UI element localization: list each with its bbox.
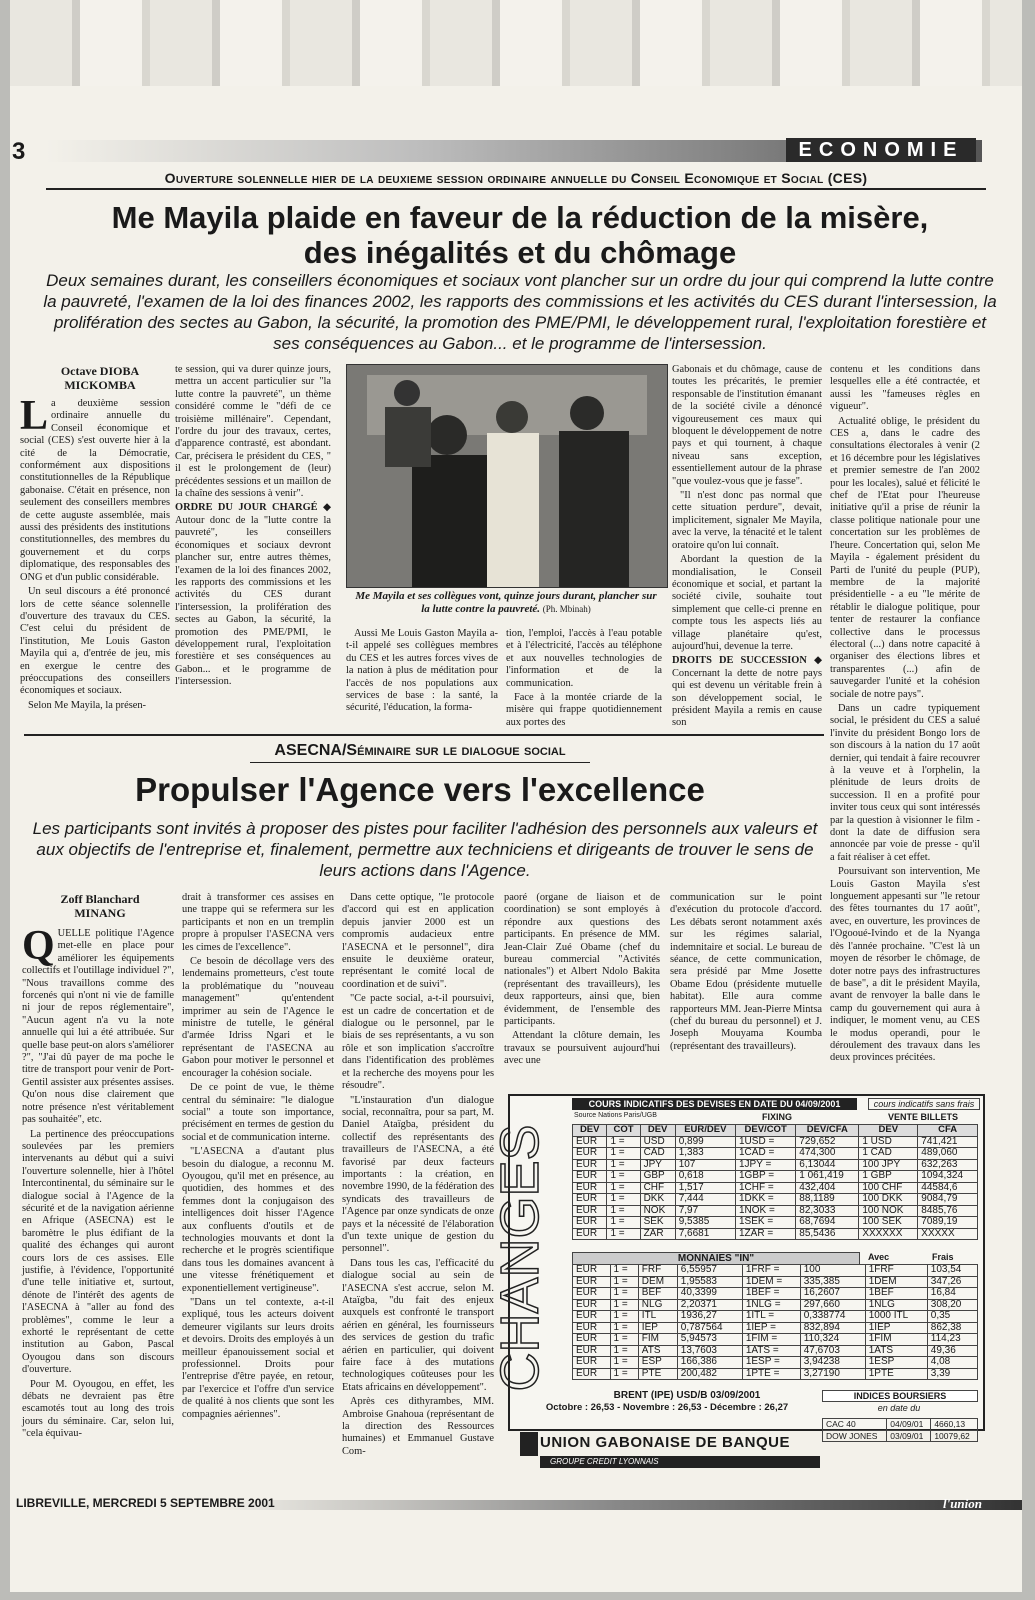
article1-headline-line1: Me Mayila plaide en faveur de la réduction de la misère, — [111, 200, 929, 235]
article2-column-5 — [670, 892, 822, 1090]
fx-cell: 1 = — [610, 1334, 638, 1346]
article1-deck: Deux semaines durant, les conseillers économiques et sociaux vont plancher sur un ordre du jour qui comprend la lutte contre la pauvreté, l'examen de la loi des finances 2002, les rapports des commissions et les activités du CES durant l'intersession, la prolifération des sectes au Gabon, la sécurité, la promotion des PME/PMI, le développement rural, l'exploitation forestière et ses conséquences au Gabon... et le programme de l'intersession. — [43, 271, 997, 353]
fx-cell: 832,894 — [800, 1322, 865, 1334]
fx-row-in — [573, 1357, 978, 1369]
fx-cell: 2,20371 — [677, 1299, 742, 1311]
paragraph: te session, qui va durer quinze jours, mettra un accent particulier sur "la lutte contre la pauvreté", un thème considéré comme le "défi de ce troisième millénaire". Cependant, l'ordre du jour des travaux, certes, d'apparence contrasté, est abondant. Car, précisera le président du CES, " il est le prolongement de (leur) précédentes sessions et un maillon de la chaîne des sessions à venir". — [175, 364, 331, 500]
changes-vertical-title — [490, 1124, 564, 1392]
fx-cell: ESP — [638, 1357, 677, 1369]
fx-column-header: DEV/COT — [735, 1125, 795, 1137]
fx-cell: 1 = — [610, 1322, 638, 1334]
fx-avec-label: Avec — [868, 1252, 890, 1262]
paragraph: Autour donc de la "lutte contre la pauvreté", les conseillers économiques et sociaux devront plancher sur, entre autres thèmes, l'examen de la loi des finances 2002, les rapports des commissions et les activités du CES durant l'intersession, la prolifération des sectes au Gabon, la sécurité, la promotion des PME/PMI, le développement rural, l'exploitation forestière et ses conséquences au Gabon... et le programme de l'intersession. — [175, 514, 331, 688]
fx-cell: 7,6681 — [675, 1228, 735, 1240]
fx-cell: 1FIM = — [742, 1334, 800, 1346]
fx-cell: 1FRF — [865, 1265, 927, 1277]
paragraph: Abordant la question de la mondialisation, le Conseil économique et social, et partant la société civile, souhaite tout simplement que celle-ci prenne en compte tous les aspects liés au village planétaire qu'est, aujourd'hui, devenue la terre. — [672, 554, 822, 652]
paragraph: "L'ASECNA a d'autant plus besoin du dialogue, a reconnu M. Oyougou, qu'il met en présence, au quotidien, des hommes et des femmes dont la conjugaison des intelligences doit hisser l'Agence aux confluents d'outils et de technologies mouvants et dont la recherche et le progrès scientifique dans tous les domaines avancent à une vitesse frénétiquement et exponentiellement vertigineuse". — [182, 1146, 334, 1294]
paragraph: Gabonais et du chômage, cause de toutes les précarités, le premier responsable de l'institution émanant de la société civile a dénoncé vigoureusement ces maux qui bloquent le développement de notre pays et qui tournent, à chaque niveau sans exception, essentiellement autour de la phrase "que voulez-vous que je fasse". — [672, 364, 822, 487]
fx-cell: 1,517 — [675, 1182, 735, 1194]
fx-cell: 1 = — [607, 1205, 640, 1217]
fx-cell: EUR — [573, 1368, 611, 1380]
indices-table — [822, 1418, 978, 1442]
photo-caption — [350, 590, 662, 616]
fx-cell: ITL — [638, 1311, 677, 1323]
paragraph: Concernant la dette de notre pays qui est devenu un véritable frein à son développement social, le président Mayila a remis en cause son — [672, 667, 822, 729]
fx-cell: 1 = — [607, 1171, 640, 1183]
paragraph: contenu et les conditions dans lesquelles elle a été contractée, et aussi les "fameuses règles en vigueur". — [830, 364, 980, 413]
paragraph: La pertinence des préoccupations soulevées par les premiers intervenants au début qui a suivi l'ouverture solennelle, hier à l'hôtel Intercontinental, du séminaire sur le dialogue social à l'Agence de la sécurité et de la navigation aérienne en Afrique (ASECNA) est le baromètre le plus édifiant de la qualité des échanges qui auront cours lors de ces assises. Elle justifie, à l'évidence, l'opportunité d'une telle initiative et, surtout, dénote de l'intérêt des agents de l'ASECNA à "aller au fond des problèmes", comme le leur a exhorté le représentant de cette institution au Gabon, Pascal Oyougou dans son discours d'ouverture. — [22, 1128, 174, 1376]
paragraph: Après ces dithyrambes, MM. Ambroise Gnahoua (représentant de la direction des Ressources humaines) et Emmanuel Gustave Com- — [342, 1396, 494, 1457]
article1-column-1 — [20, 393, 170, 728]
indices-subtitle: en date du — [877, 1403, 921, 1413]
fx-cell: XXXXXX — [859, 1228, 918, 1240]
fx-cell: 1 = — [610, 1288, 638, 1300]
fx-fixing-label: FIXING — [762, 1112, 793, 1122]
fx-cell: NLG — [638, 1299, 677, 1311]
section-title: ECONOMIE — [786, 138, 976, 162]
paragraph: Aussi Me Louis Gaston Mayila a-t-il appelé ses collègues membres du CES et les autres forces vives de la nation à plus de méditation pour l'accès de nos populations aux services de base : la santé, la sécurité, l'éducation, la forma- — [346, 628, 498, 714]
fx-row — [573, 1148, 978, 1160]
paragraph: Ce besoin de décollage vers des lendemains prometteurs, c'est toute la problématique du "nouveau management" qu'entendent imprimer au sein de l'Agence le ministre de tutelle, le général d'armée Idriss Ngari et le représentant de l'ASECNA au Gabon pour motiver le personnel et encourager la cohésion sociale. — [182, 956, 334, 1079]
fx-cell: 1FIM — [865, 1334, 927, 1346]
fx-cell: EUR — [573, 1205, 607, 1217]
fx-table-main — [572, 1124, 978, 1240]
fx-cell: 297,660 — [800, 1299, 865, 1311]
fx-row-in — [573, 1311, 978, 1323]
fx-cell: 1ITL = — [742, 1311, 800, 1323]
footer-dateline: LIBREVILLE, MERCREDI 5 SEPTEMBRE 2001 — [16, 1496, 275, 1510]
fx-cell: 1 = — [610, 1368, 638, 1380]
article1-dropcap: L — [20, 393, 49, 439]
fx-cell: 13,7603 — [677, 1345, 742, 1357]
fx-column-header: CFA — [918, 1125, 978, 1137]
fx-cell: 1094,324 — [918, 1171, 978, 1183]
article2-byline: Zoff Blanchard MINANG — [60, 892, 140, 920]
article1-column-4 — [506, 628, 662, 730]
paragraph: Dans tous les cas, l'efficacité du dialogue social au sein de l'ASECNA s'est accrue, selon M. Ataïgba, "du fait des enjeux auxquels est confronté le transport aérien en général, les fournisseurs des services de gestion du trafic aérien en particulier, qui doivent faire face à des mutations technologiques coûteuses pour les Etats africains en développement". — [342, 1257, 494, 1393]
fx-cell: 44584,6 — [918, 1182, 978, 1194]
fx-cell: 1 = — [610, 1276, 638, 1288]
fx-cell: EUR — [573, 1194, 607, 1206]
fx-cell: 432,404 — [796, 1182, 859, 1194]
article1-column-6 — [830, 364, 980, 1086]
fx-frais-label: Frais — [932, 1252, 954, 1262]
fx-cell: DOW JONES — [823, 1430, 887, 1442]
paragraph: Actualité oblige, le président du CES a, dans le cadre des consultations électorales à venir (2 et 16 décembre pour les législatives et premier semestre de l'an 2002 pour les locales), salué et félicité le chef de l'Etat pour l'heureuse initiative qu'il a prise de réunir la classe politique nationale pour une concertation sur les problèmes de l'heure. Concertation qui, selon Me Mayila - également président du Parti de l'unité du peuple (PUP), membre de la majorité présidentielle - a eu "le mérite de rétablir le dialogue politique, pour tenter de restaurer la confiance collective dans le processus électoral (...) dans notre capacité à organiser des élections libres et transparentes (...) afin de sauvegarder l'unité et la cohésion sociale de notre pays". — [830, 415, 980, 700]
fx-cell: 0,899 — [675, 1136, 735, 1148]
article1-column-2: te session, qui va durer quinze jours, mettra un accent particulier sur "la lutte contre la pauvreté", un thème considéré comme le "défi de ce troisième millénaire". Cependant, l'ordre du jour des travaux, certes, d'apparence contrasté, est abondant. Car, précisera le président du CES, " il est le prolongement de (leur) précédentes sessions et un maillon de la chaîne des sessions à venir". ORDRE DU JOUR CHARGÉ ◆ Autour donc de la "lutte contre la pauvreté", les conseillers économiques et sociaux devront plancher sur, entre autres thèmes, l'examen de la loi des finances 2002, les rapports des commissions et les activités du CES durant l'intersession, la prolifération des sectes au Gabon, la sécurité, la promotion des PME/PMI, le développement rural, l'exploitation forestière et ses conséquences au Gabon... et le programme de l'intersession. — [175, 364, 331, 688]
fx-cell: 474,300 — [796, 1148, 859, 1160]
fx-cell: 1 = — [607, 1228, 640, 1240]
fx-cell: 1ESP — [865, 1357, 927, 1369]
fx-cell: EUR — [573, 1299, 611, 1311]
fx-row-in — [573, 1322, 978, 1334]
fx-row-in — [573, 1299, 978, 1311]
article2-column-3 — [342, 892, 494, 1488]
fx-cell: 9084,79 — [918, 1194, 978, 1206]
fx-cell: 1 = — [607, 1148, 640, 1160]
paragraph: Poursuivant son intervention, Me Louis Gaston Mayila s'est longuement appesanti sur "le retour des fêtes tournantes du 17 août", avec, en ouverture, les provinces de l'Ogooué-Ivindo et de la Nyanga dès l'année prochaine. "C'est là un moyen de résorber le chômage, de doter notre pays des infrastructures de base", a dit le président Mayila, avant de renvoyer la balle dans le camp du gouvernement qui aura à indiquer, le moment venu, au CES le modus operandi, pour le déroulement des travaux dans les deux provinces précitées. — [830, 866, 980, 1064]
article1-kicker: Ouverture solennelle hier de la deuxieme session ordinaire annuelle du Conseil Economique et Social (CES) — [164, 170, 868, 186]
paragraph: UELLE politique l'Agence met-elle en place pour améliorer les équipements collectifs et l'outillage individuel ?", "Nous travaillons comme des forcenés qui n'ont ni vie de famille ni jour de repos réglementaire", "Aucun agent n'a vu la note annuelle qui lui a été attribuée. Sur quelle base peut-on alors s'améliorer ?", "J'ai dû payer de ma poche le titre de transport pour venir de Port-Gentil assister aux présentes assises. Qu'on nous dise clairement que notre présence n'est véritablement pas souhaitée", etc. — [22, 928, 174, 1126]
fx-cell: CAC 40 — [823, 1419, 887, 1431]
fx-cell: 1JPY = — [735, 1159, 795, 1171]
fx-row-in — [573, 1334, 978, 1346]
article1-column-3 — [346, 628, 498, 730]
fx-cell: XXXXX — [918, 1228, 978, 1240]
footer-masthead: l'union — [942, 1496, 982, 1511]
paragraph: drait à transformer ces assises en une trappe qui se refermera sur les participants et non en un tremplin propre à propulser l'ASECNA vers les cimes de l'excellence". — [182, 892, 334, 953]
fx-cell: 1 USD — [859, 1136, 918, 1148]
fx-column-header: DEV — [859, 1125, 918, 1137]
fx-cell: USD — [640, 1136, 675, 1148]
article2-column-4 — [504, 892, 660, 1090]
fx-row — [573, 1205, 978, 1217]
fx-cell: 1NLG — [865, 1299, 927, 1311]
fx-row — [573, 1136, 978, 1148]
fx-cell: JPY — [640, 1159, 675, 1171]
fx-cell: 7,97 — [675, 1205, 735, 1217]
fx-cell: 100 DKK — [859, 1194, 918, 1206]
fx-cell: 1 = — [607, 1136, 640, 1148]
bank-name: UNION GABONAISE DE BANQUE — [540, 1434, 791, 1451]
fx-cell: 100 CHF — [859, 1182, 918, 1194]
fx-cell: NOK — [640, 1205, 675, 1217]
fx-cell: 1DEM — [865, 1276, 927, 1288]
fx-cell: 741,421 — [918, 1136, 978, 1148]
fx-cell: SEK — [640, 1217, 675, 1229]
changes-title-text: CHANGES — [490, 1124, 550, 1392]
article1-column-5: Gabonais et du chômage, cause de toutes les précarités, le premier responsable de l'institution émanant de la société civile a dénoncé vigoureusement ces maux qui bloquent le développement de notre pays et qui tournent, à chaque niveau sans exception, essentiellement autour de la phrase "que voulez-vous que je fasse". "Il n'est donc pas normal que cette situation perdure", devait, implicitement, signaler Me Mayila, avec la verve, la ténacité et le talent oratoire qu'on lui connaît. Abordant la question de la mondialisation, le Conseil économique et social, et partant la société civile, souhaite tout simplement que celle-ci prenne en compte tous les aspects liés au village planétaire qu'est, aujourd'hui, devenue la terre. DROITS DE SUCCESSION ◆ Concernant la dette de notre pays qui est devenu un véritable frein à son développement social, le président Mayila a remis en cause son — [672, 364, 822, 729]
paragraph: communication sur le point d'exécution du protocole d'accord. Les débats seront notamment axés sur les régimes salarial, indemnitaire et social. Le bureau de séance, de cette communication, sera présidé par Mme Josette Obame Edou (présidente mutuelle habitat). Elle aura comme rapporteurs MM. Jean-Pierre Mintsa (chef du bureau du personnel) et J. Joseph Mouyama Koumba (représentant des travailleurs). — [670, 892, 822, 1052]
fx-cell: FRF — [638, 1265, 677, 1277]
fx-cell: FIM — [638, 1334, 677, 1346]
paragraph: Dans un cadre typiquement social, le président du CES a salué l'invite du président Bongo lors de son discours à la nation du 17 août dernier, qui tendait à faire recouvrer à la veuve et à l'orphelin, la plénitude de leurs droits de succession. Il en a profité pour inviter tous ceux qui sont intéressés par la question à visionner le film - dont la date de diffusion sera annoncée par voie de presse - qu'il a fait réaliser à cet effet. — [830, 702, 980, 863]
fx-cell: 100 JPY — [859, 1159, 918, 1171]
article1-photo — [346, 364, 668, 588]
fx-cell: 1 = — [610, 1265, 638, 1277]
paragraph: "Il n'est donc pas normal que cette situation perdure", devait, implicitement, signaler Me Mayila, avec la verve, la ténacité et le talent oratoire qu'on lui connaît. — [672, 490, 822, 551]
fx-cell: 0,35 — [927, 1311, 977, 1323]
fx-cell: EUR — [573, 1288, 611, 1300]
paragraph: Face à la montée criarde de la misère qui frappe quotidiennement aux portes des — [506, 692, 662, 728]
fx-cell: EUR — [573, 1334, 611, 1346]
paragraph: Selon Me Mayila, la présen- — [28, 699, 147, 711]
paragraph: "Dans un tel contexte, a-t-il expliqué, tous les acteurs doivent demeurer vigilants sur leurs droits et devoirs. Droits des employés à un meilleur épanouissement social et professionnel. Droits pour l'entreprise d'être payée, en retour, par l'exercice et l'offre d'un service de qualité à nos clients que sont les compagnies aériennes". — [182, 1297, 334, 1420]
fx-cell: 489,060 — [918, 1148, 978, 1160]
fx-cell: 1936,27 — [677, 1311, 742, 1323]
fx-column-header: COT — [607, 1125, 640, 1137]
fx-cell: 85,5436 — [796, 1228, 859, 1240]
bank-group: GROUPE CREDIT LYONNAIS — [540, 1456, 820, 1468]
fx-cell: 0,338774 — [800, 1311, 865, 1323]
photo-credit: (Ph. Mbinah) — [542, 604, 591, 614]
paragraph: De ce point de vue, le thème central du séminaire: "le dialogue social" a toute son importance, précisément en termes de gestion du social et de communication interne. — [182, 1082, 334, 1143]
fx-cell: 68,7694 — [796, 1217, 859, 1229]
fx-monnaies-label: MONNAIES "IN" — [572, 1252, 860, 1265]
fx-cell: IEP — [638, 1322, 677, 1334]
fx-column-header: DEV/CFA — [796, 1125, 859, 1137]
fx-cell: 4,08 — [927, 1357, 977, 1369]
fx-cell: 6,55957 — [677, 1265, 742, 1277]
article2-dropcap: Q — [22, 923, 55, 969]
fx-cell: 1 061,419 — [796, 1171, 859, 1183]
fx-cell: 100 NOK — [859, 1205, 918, 1217]
fx-row — [573, 1228, 978, 1240]
fx-cell: 1IEP = — [742, 1322, 800, 1334]
fx-row — [573, 1194, 978, 1206]
fx-cell: 10079,62 — [931, 1430, 978, 1442]
article2-deck: Les participants sont invités à proposer des pistes pour faciliter l'adhésion des personnels aux valeurs et aux objectifs de l'entreprise et, finalement, permettre aux techniciens et dirigeants de trouver le sens de leurs actions dans l'Agence. — [32, 819, 818, 880]
fx-cell: 16,2607 — [800, 1288, 865, 1300]
fx-cell: 100 SEK — [859, 1217, 918, 1229]
brent-line: Octobre : 26,53 - Novembre : 26,53 - Décembre : 26,27 — [545, 1402, 789, 1413]
fx-cell: 1ZAR = — [735, 1228, 795, 1240]
article2-column-2 — [182, 892, 334, 1488]
fx-row — [573, 1182, 978, 1194]
fx-row-in — [573, 1368, 978, 1380]
kicker-rule — [46, 188, 986, 190]
paragraph: Pour M. Oyougou, en effet, les débats ne devraient pas être escamotés tout au long des trois jours du séminaire. Car, selon lui, "cela équivau- — [22, 1378, 174, 1440]
fx-cell: ZAR — [640, 1228, 675, 1240]
kicker-underline — [250, 762, 590, 763]
fx-column-header: EUR/DEV — [675, 1125, 735, 1137]
fx-cell: 103,54 — [927, 1265, 977, 1277]
newspaper-page — [10, 0, 1022, 1592]
fx-cell: 0,787564 — [677, 1322, 742, 1334]
page-top-edge — [10, 0, 1022, 86]
fx-cell: 1 = — [607, 1182, 640, 1194]
fx-source: Source Nations Paris/UGB — [574, 1112, 657, 1119]
fx-cell: 1,383 — [675, 1148, 735, 1160]
fx-cell: EUR — [573, 1182, 607, 1194]
fx-table-in — [572, 1264, 978, 1380]
fx-cell: 1,95583 — [677, 1276, 742, 1288]
caption-text: Me Mayila et ses collègues vont, quinze jours durant, plancher sur la lutte contre la pauvreté. — [355, 590, 657, 615]
article1-byline: Octave DIOBA MICKOMBA — [60, 364, 140, 392]
fx-cell: 7,444 — [675, 1194, 735, 1206]
fx-cell: EUR — [573, 1345, 611, 1357]
fx-row-in — [573, 1345, 978, 1357]
fx-cell: 04/09/01 — [887, 1419, 931, 1431]
fx-cell: 1NOK = — [735, 1205, 795, 1217]
fx-cell: 3,94238 — [800, 1357, 865, 1369]
fx-cell: EUR — [573, 1357, 611, 1369]
paragraph: a deuxième session ordinaire annuelle du Conseil économique et social (CES) s'est ouverte hier à la cité de la Démocratie, conformément aux dispositions constitutionnelles de la République gabonaise. C'était en présence, non seulement des conseillers membres de cette auguste assemblée, mais aussi des présidents des institutions constitutionnelles, des membres du gouvernement et du corps diplomatique, des responsables des ONG et d'un public considérable. — [20, 398, 170, 583]
indices-title: INDICES BOURSIERS — [822, 1390, 978, 1402]
fx-cell: CAD — [640, 1148, 675, 1160]
fx-header: COURS INDICATIFS DES DEVISES EN DATE DU 04/09/2001 — [572, 1098, 857, 1110]
page-number: 3 — [12, 138, 26, 165]
fx-cell: EUR — [573, 1148, 607, 1160]
fx-row-in — [573, 1288, 978, 1300]
fx-row — [573, 1217, 978, 1229]
fx-cell: 1FRF = — [742, 1265, 800, 1277]
fx-cell: 16,84 — [927, 1288, 977, 1300]
fx-cell: 166,386 — [677, 1357, 742, 1369]
fx-cell: 1USD = — [735, 1136, 795, 1148]
fx-cell: 4660,13 — [931, 1419, 978, 1431]
fx-cell: 347,26 — [927, 1276, 977, 1288]
fx-cell: 1ATS = — [742, 1345, 800, 1357]
fx-cell: 100 — [800, 1265, 865, 1277]
fx-cell: 40,3399 — [677, 1288, 742, 1300]
fx-cell: 9,5385 — [675, 1217, 735, 1229]
fx-cell: EUR — [573, 1322, 611, 1334]
fx-cell: 1 = — [610, 1345, 638, 1357]
brent-title: BRENT (IPE) USD/B 03/09/2001 — [613, 1390, 761, 1401]
fx-cell: ATS — [638, 1345, 677, 1357]
fx-cell: 335,385 — [800, 1276, 865, 1288]
fx-cell: 1 CAD — [859, 1148, 918, 1160]
fx-cell: 1NLG = — [742, 1299, 800, 1311]
fx-cell: 49,36 — [927, 1345, 977, 1357]
fx-cell: 3,27190 — [800, 1368, 865, 1380]
fx-cell: 308,20 — [927, 1299, 977, 1311]
article2-kicker: ASECNA/Séminaire sur le dialogue social — [274, 742, 566, 759]
paragraph: "Ce pacte social, a-t-il poursuivi, est un cadre de concertation et de dialogue ou le personnel, par le biais de ses représentants, a vu son rôle et son implication s'accroître dans l'identification des problèmes et la recherche des moyens pour les résoudre". — [342, 993, 494, 1092]
fx-cell: 110,324 — [800, 1334, 865, 1346]
fx-cell: 632,263 — [918, 1159, 978, 1171]
fx-row — [573, 1159, 978, 1171]
fx-cell: 5,94573 — [677, 1334, 742, 1346]
fx-cell: 0,618 — [675, 1171, 735, 1183]
subheading-ordre-du-jour: ORDRE DU JOUR CHARGÉ — [175, 502, 318, 514]
fx-cell: 1000 ITL — [865, 1311, 927, 1323]
paragraph: Un seul discours a été prononcé lors de cette séance solennelle d'ouverture des travaux du CES. C'est celui du président de l'institution, Me Louis Gaston Mayila qui a, d'entrée de jeu, mis en exergue le centre des préoccupations des conseillers économiques et sociaux. — [20, 586, 170, 697]
fx-cell: BEF — [638, 1288, 677, 1300]
fx-cell: 1 = — [610, 1299, 638, 1311]
index-row — [823, 1419, 978, 1431]
fx-cell: 1PTE — [865, 1368, 927, 1380]
fx-cell: GBP — [640, 1171, 675, 1183]
fx-cell: 1DKK = — [735, 1194, 795, 1206]
fx-cell: 1BEF = — [742, 1288, 800, 1300]
fx-cell: EUR — [573, 1311, 611, 1323]
fx-cell: EUR — [573, 1228, 607, 1240]
fx-cell: EUR — [573, 1171, 607, 1183]
fx-cell: 82,3033 — [796, 1205, 859, 1217]
fx-cell: 1SEK = — [735, 1217, 795, 1229]
fx-cell: 1 GBP — [859, 1171, 918, 1183]
fx-cell: 1CAD = — [735, 1148, 795, 1160]
fx-cell: EUR — [573, 1217, 607, 1229]
fx-cell: 114,23 — [927, 1334, 977, 1346]
fx-column-header: DEV — [640, 1125, 675, 1137]
fx-cell: 1IEP — [865, 1322, 927, 1334]
fx-cell: 729,652 — [796, 1136, 859, 1148]
fx-cell: 7089,19 — [918, 1217, 978, 1229]
fx-cell: 1ATS — [865, 1345, 927, 1357]
fx-cell: EUR — [573, 1276, 611, 1288]
paragraph: paoré (organe de liaison et de coordination) se sont employés à répondre aux questions des participants. En présence de MM. Jean-Clair Zué Obame (chef du bureau commercial "Activités nationales") et Albert Ndolo Bakita (représentant des travailleurs), les deux rapporteurs, ainsi que, bien évidemment, de l'ensemble des participants. — [504, 892, 660, 1028]
fx-billets-label: VENTE BILLETS — [887, 1112, 958, 1122]
fx-cell: 1 = — [607, 1194, 640, 1206]
fx-cell: 1GBP = — [735, 1171, 795, 1183]
paragraph: tion, l'emploi, l'accès à l'eau potable et à l'électricité, l'accès au téléphone et aux nouvelles technologies de l'information et de la communication. — [506, 628, 662, 689]
fx-cell: 1 = — [607, 1217, 640, 1229]
fx-cell: 1BEF — [865, 1288, 927, 1300]
fx-cell: EUR — [573, 1159, 607, 1171]
fx-cell: DKK — [640, 1194, 675, 1206]
fx-row-in — [573, 1265, 978, 1277]
fx-cell: 1 = — [610, 1311, 638, 1323]
article2-headline: Propulser l'Agence vers l'excellence — [135, 771, 705, 808]
fx-cell: 1DEM = — [742, 1276, 800, 1288]
fx-cell: EUR — [573, 1136, 607, 1148]
fx-cell: 1ESP = — [742, 1357, 800, 1369]
fx-cell: 8485,76 — [918, 1205, 978, 1217]
paragraph: Dans cette optique, "le protocole d'accord qui est en application depuis janvier 2000 est un compromis audacieux entre l'ASECNA et le personnel", dira ensuite le deuxième orateur, représentant le comité local de coordination et de suivi". — [342, 892, 494, 990]
bank-logo — [520, 1432, 538, 1456]
fx-cell: DEM — [638, 1276, 677, 1288]
fx-cell: 1 = — [610, 1357, 638, 1369]
fx-billets-header: cours indicatifs sans frais — [868, 1098, 980, 1110]
fx-cell: 1 = — [607, 1159, 640, 1171]
fx-cell: 862,38 — [927, 1322, 977, 1334]
article-divider — [24, 734, 824, 736]
fx-cell: 03/09/01 — [887, 1430, 931, 1442]
fx-cell: 200,482 — [677, 1368, 742, 1380]
fx-cell: CHF — [640, 1182, 675, 1194]
fx-cell: 3,39 — [927, 1368, 977, 1380]
fx-row-in — [573, 1276, 978, 1288]
fx-cell: 6,13044 — [796, 1159, 859, 1171]
article1-headline-line2: des inégalités et du chômage — [303, 235, 737, 270]
fx-row — [573, 1171, 978, 1183]
index-row — [823, 1430, 978, 1442]
fx-cell: 47,6703 — [800, 1345, 865, 1357]
fx-cell: 1PTE = — [742, 1368, 800, 1380]
fx-cell: 1CHF = — [735, 1182, 795, 1194]
article2-column-1 — [22, 923, 174, 1488]
subheading-droits-de-succession: DROITS DE SUCCESSION — [672, 655, 807, 667]
fx-column-header: DEV — [573, 1125, 607, 1137]
paragraph: "L'instauration d'un dialogue social, reconnaîtra, pour sa part, M. Daniel Ataïgba, président du collectif des représentants des travailleurs de l'ASECNA, a été favorisé par deux facteurs importants : la création, en novembre 1990, de la fédération des syndicats des travailleurs de l'Agence par onze syndicats de onze pays et la nécessité de l'élaboration d'un texte unique de gestion du personnel". — [342, 1094, 494, 1255]
fx-cell: 107 — [675, 1159, 735, 1171]
fx-cell: PTE — [638, 1368, 677, 1380]
fx-cell: 88,1189 — [796, 1194, 859, 1206]
fx-cell: EUR — [573, 1265, 611, 1277]
paragraph: Attendant la clôture demain, les travaux se poursuivent aujourd'hui avec une — [504, 1030, 660, 1067]
